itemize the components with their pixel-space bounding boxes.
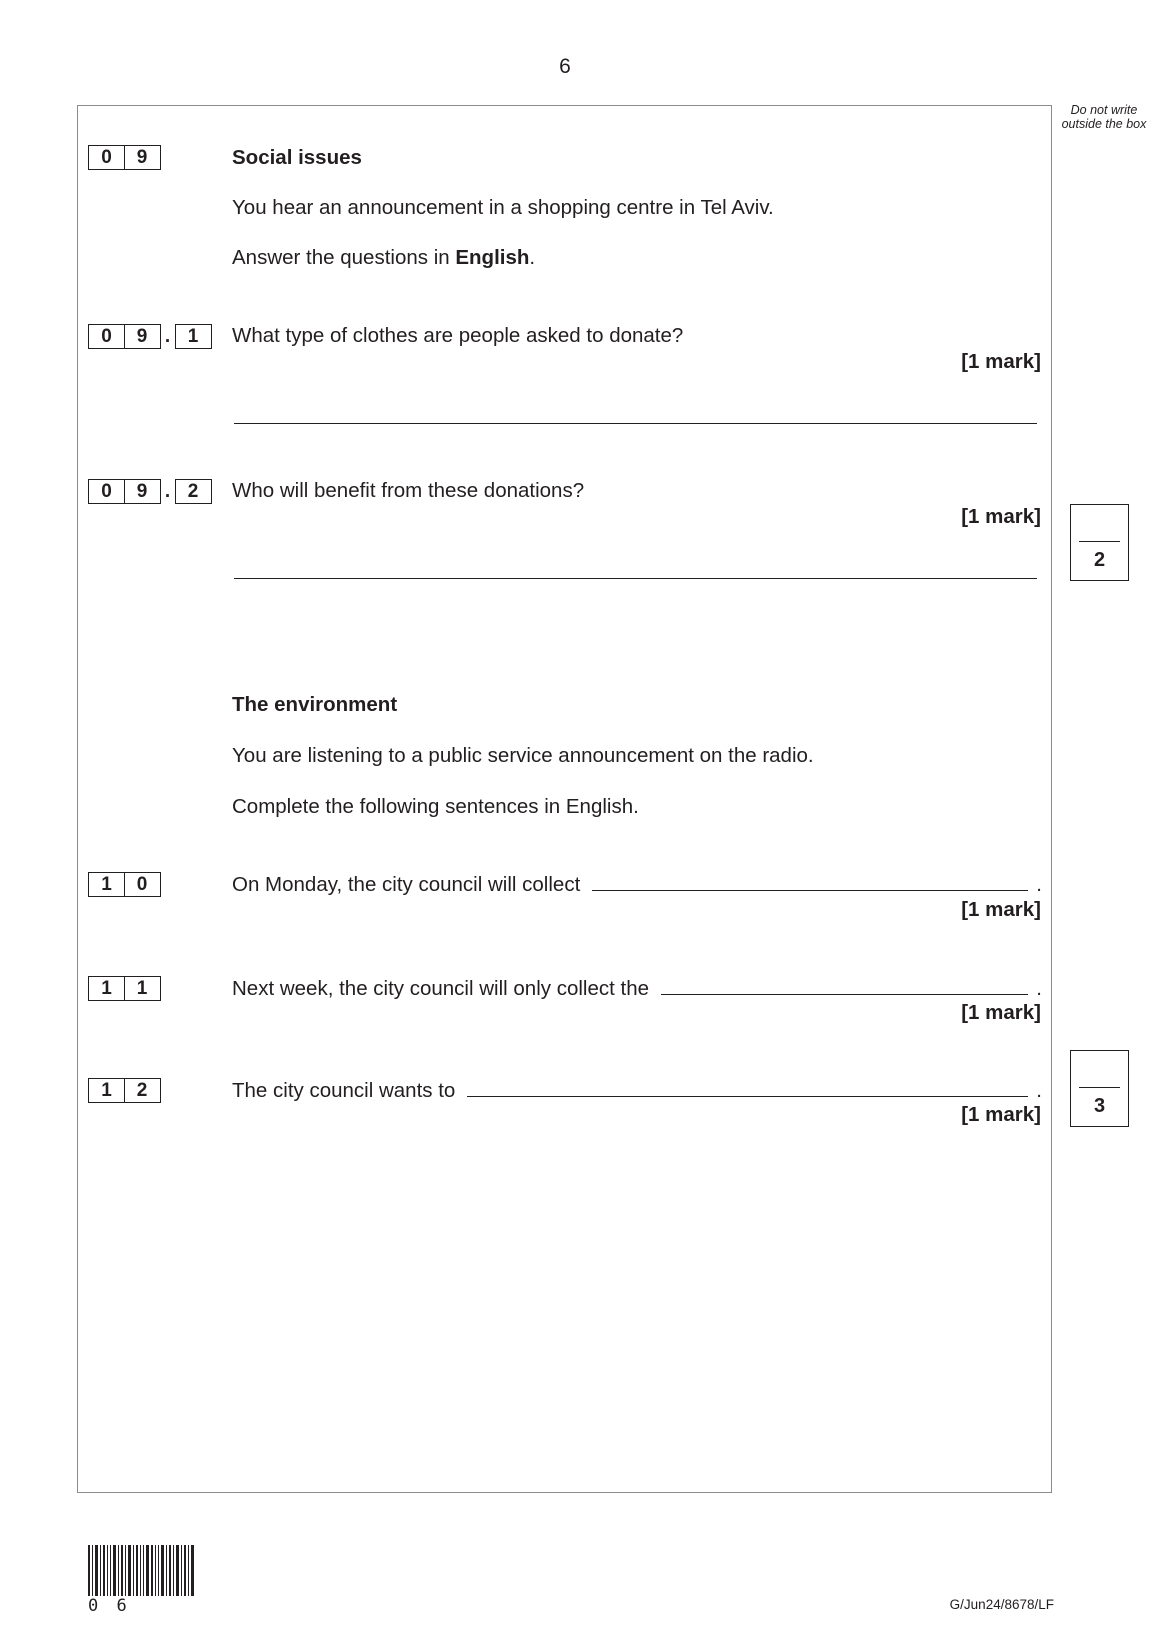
question-digit: 9: [124, 479, 161, 504]
question-number-09-1: [88, 324, 212, 349]
score-box[interactable]: [1070, 1050, 1129, 1127]
mark-allocation: [1 mark]: [961, 505, 1041, 528]
score-divider: [1079, 541, 1120, 542]
section-instruction: Complete the following sentences in English.: [232, 795, 639, 818]
mark-allocation: [1 mark]: [961, 1103, 1041, 1126]
section-intro: You are listening to a public service announcement on the radio.: [232, 744, 814, 767]
question-digit: 1: [88, 976, 125, 1001]
question-digit: 1: [88, 872, 125, 897]
question-number-10: [88, 872, 161, 897]
answer-blank[interactable]: [467, 1078, 1028, 1097]
section-intro: You hear an announcement in a shopping centre in Tel Aviv.: [232, 196, 774, 219]
section-heading-social-issues: Social issues: [232, 146, 362, 169]
question-digit: 9: [124, 324, 161, 349]
answer-blank[interactable]: [592, 872, 1028, 891]
score-total: 2: [1093, 549, 1106, 571]
mark-allocation: [1 mark]: [961, 1001, 1041, 1024]
question-dot: .: [164, 325, 171, 347]
question-number-09-2: [88, 479, 212, 504]
sentence-prefix: The city council wants to: [232, 1079, 456, 1102]
question-digit: 1: [88, 1078, 125, 1103]
reference-code: G/Jun24/8678/LF: [949, 1597, 1054, 1612]
question-digit: 1: [175, 324, 212, 349]
question-digit: 0: [88, 479, 125, 504]
barcode-number: 0 6: [88, 1596, 131, 1616]
question-digit: 9: [124, 145, 161, 170]
score-box[interactable]: [1070, 504, 1129, 581]
instruction-suffix: .: [529, 246, 536, 269]
sentence-completion: [232, 872, 1042, 897]
section-heading-environment: The environment: [232, 693, 398, 716]
mark-allocation: [1 mark]: [961, 898, 1041, 921]
question-digit: 2: [124, 1078, 161, 1103]
question-number-12: [88, 1078, 161, 1103]
section-instruction: [232, 246, 535, 270]
answer-line[interactable]: [234, 578, 1037, 579]
question-digit: 1: [124, 976, 161, 1001]
question-digit: 0: [88, 145, 125, 170]
sentence-period: .: [1036, 873, 1042, 896]
question-dot: .: [164, 480, 171, 502]
score-total: 3: [1093, 1095, 1106, 1117]
question-digit: 0: [88, 324, 125, 349]
sentence-completion: [232, 976, 1042, 1001]
question-number-11: [88, 976, 161, 1001]
sentence-period: .: [1036, 977, 1042, 1000]
barcode-icon: [88, 1545, 194, 1596]
margin-note: Do not write outside the box: [1061, 103, 1147, 131]
sentence-prefix: On Monday, the city council will collect: [232, 873, 581, 896]
question-digit: 0: [124, 872, 161, 897]
sentence-period: .: [1036, 1079, 1042, 1102]
instruction-prefix: Answer the questions in: [232, 246, 456, 269]
instruction-emphasis: English: [455, 246, 530, 269]
score-divider: [1079, 1087, 1120, 1088]
question-digit: 2: [175, 479, 212, 504]
sentence-prefix: Next week, the city council will only collect the: [232, 977, 650, 1000]
answer-blank[interactable]: [661, 976, 1028, 995]
mark-allocation: [1 mark]: [961, 350, 1041, 373]
question-text: Who will benefit from these donations?: [232, 479, 585, 502]
page-number: 6: [559, 55, 571, 78]
question-number-09: [88, 145, 161, 170]
sentence-completion: [232, 1078, 1042, 1103]
answer-line[interactable]: [234, 423, 1037, 424]
question-text: What type of clothes are people asked to donate?: [232, 324, 684, 347]
